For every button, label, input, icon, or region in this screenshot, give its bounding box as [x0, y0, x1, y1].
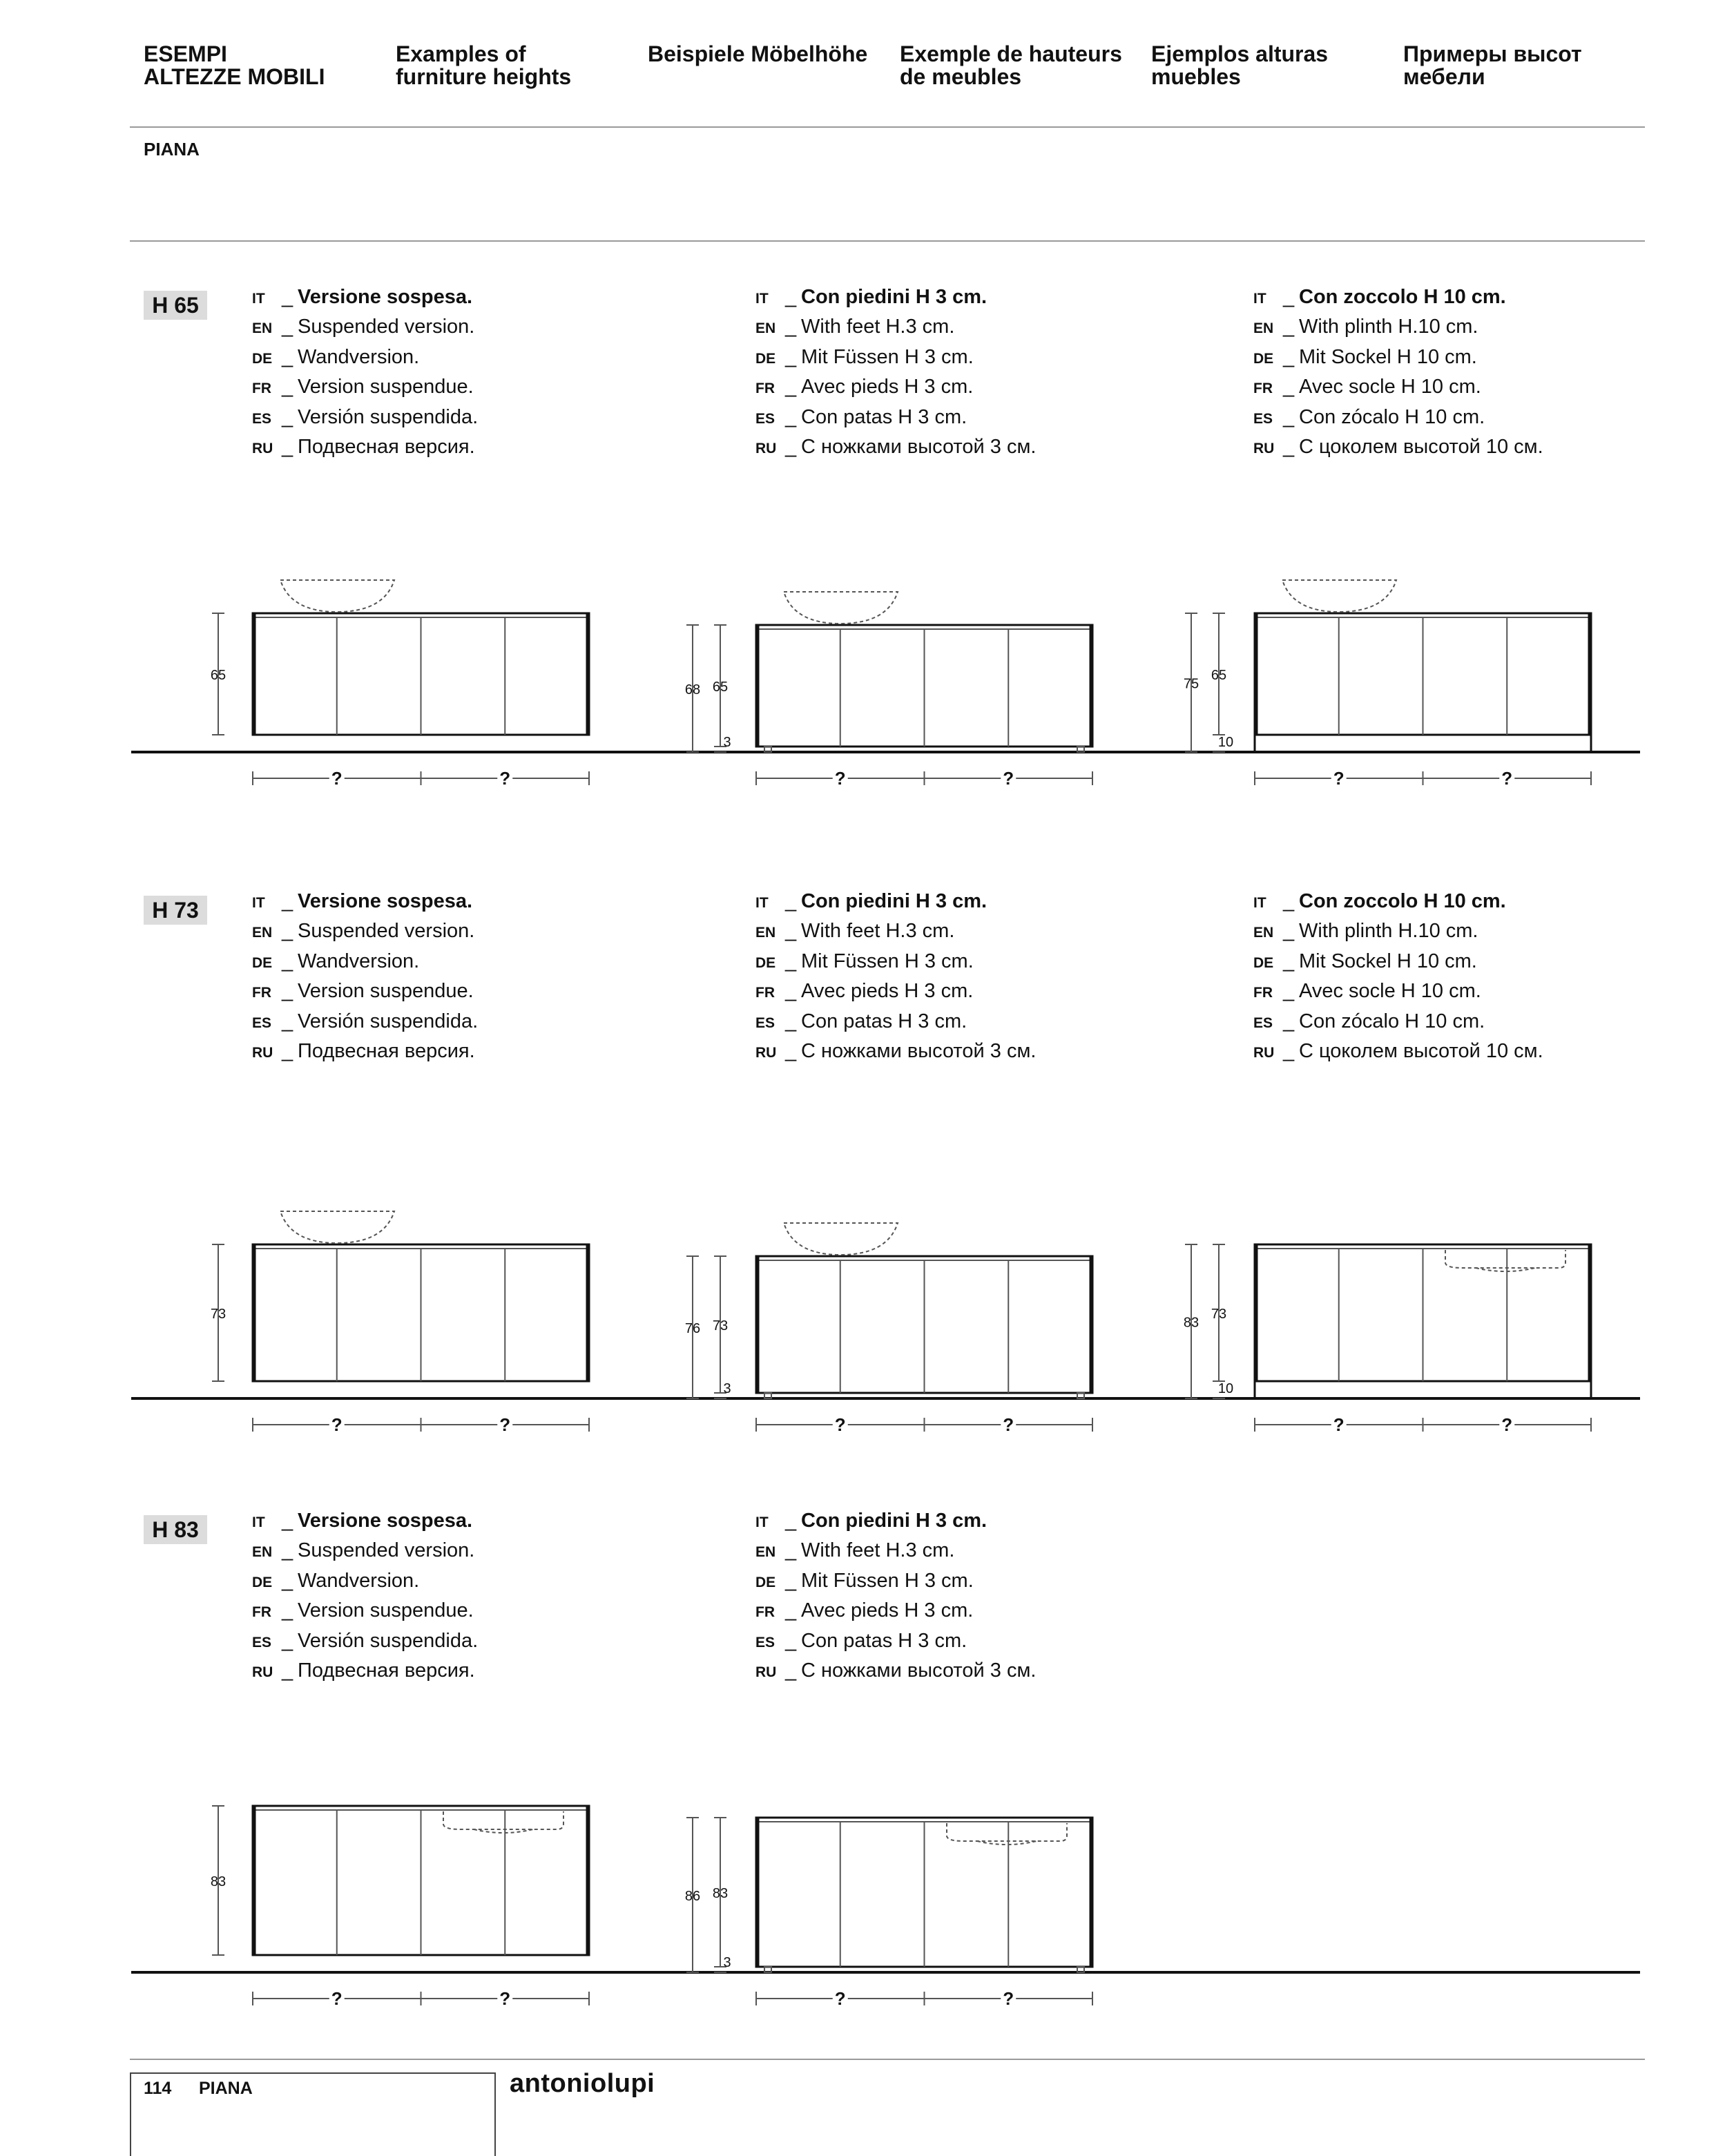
height-badge-83: H 83 — [144, 1515, 207, 1544]
basin-outline — [280, 580, 394, 612]
caption-text: Suspended version. — [298, 920, 475, 943]
caption-text: Avec socle H 10 cm. — [1299, 980, 1481, 1003]
caption-text: Con piedini H 3 cm. — [801, 1510, 987, 1532]
caption-text: With feet H.3 cm. — [801, 1539, 955, 1562]
total-height-label: 83 — [1183, 1315, 1199, 1331]
header-ru: Примеры высот мебели — [1403, 41, 1582, 89]
language-code: RU — [755, 441, 777, 457]
caption-text: Version suspendue. — [298, 1599, 474, 1622]
width-label: ? — [1501, 1414, 1513, 1435]
language-code: FR — [1253, 985, 1273, 1001]
base-height-label: 10 — [1217, 1381, 1234, 1396]
separator: _ — [282, 1659, 293, 1682]
language-code: FR — [252, 985, 271, 1001]
caption-text: С ножками высотой 3 см. — [801, 1040, 1037, 1063]
footer-divider — [130, 2059, 1645, 2060]
caption-text: Versione sospesa. — [298, 890, 473, 912]
body-height-label: 83 — [712, 1886, 729, 1901]
caption-text: Avec pieds H 3 cm. — [801, 1599, 974, 1622]
separator: _ — [1283, 980, 1295, 1003]
total-height-label: 86 — [684, 1889, 701, 1904]
separator: _ — [1283, 1010, 1295, 1032]
caption-text: Mit Füssen H 3 cm. — [801, 345, 974, 368]
separator: _ — [785, 405, 797, 428]
language-code: DE — [252, 350, 273, 367]
base-height-label: 3 — [723, 735, 731, 750]
separator: _ — [282, 1599, 293, 1622]
caption-text: With plinth H.10 cm. — [1299, 316, 1478, 338]
language-code: ES — [252, 1014, 272, 1031]
separator: _ — [785, 1659, 797, 1682]
footer-collection: PIANA — [199, 2079, 253, 2098]
height-badge-65: H 65 — [144, 291, 207, 320]
header-de: Beispiele Möbelhöhe — [648, 41, 868, 66]
separator: _ — [282, 980, 293, 1003]
language-code: ES — [755, 1014, 775, 1031]
basin-outline — [443, 1811, 563, 1829]
width-label: ? — [331, 1414, 343, 1435]
width-label: ? — [834, 768, 846, 789]
language-code: EN — [755, 925, 776, 941]
body-height-label: 65 — [1211, 668, 1227, 683]
language-code: RU — [755, 1664, 777, 1681]
caption-text: Versión suspendida. — [298, 405, 479, 428]
language-code: EN — [252, 1544, 273, 1561]
basin-outline — [947, 1823, 1067, 1841]
header-it: ESEMPI ALTEZZE MOBILI — [144, 41, 325, 89]
separator: _ — [282, 1629, 293, 1652]
caption-text: Avec socle H 10 cm. — [1299, 376, 1481, 398]
separator: _ — [785, 950, 797, 972]
width-label: ? — [834, 1988, 846, 2009]
language-code: EN — [1253, 320, 1274, 337]
separator: _ — [1283, 376, 1295, 398]
language-code: FR — [252, 381, 271, 397]
caption-text: Con zócalo H 10 cm. — [1299, 1010, 1485, 1032]
separator: _ — [1283, 890, 1295, 912]
width-label: ? — [499, 768, 511, 789]
language-code: IT — [252, 291, 265, 307]
separator: _ — [282, 920, 293, 943]
language-code: ES — [252, 410, 272, 427]
language-code: EN — [1253, 925, 1274, 941]
separator: _ — [785, 890, 797, 912]
separator: _ — [1283, 345, 1295, 368]
caption-text: Con zoccolo H 10 cm. — [1299, 890, 1506, 912]
body-height-label: 73 — [712, 1318, 729, 1334]
basin-outline — [784, 1223, 898, 1255]
language-code: FR — [755, 985, 775, 1001]
caption-text: Version suspendue. — [298, 980, 474, 1003]
caption-text: Versione sospesa. — [298, 286, 473, 308]
separator: _ — [785, 316, 797, 338]
language-code: RU — [252, 1045, 273, 1061]
caption-text: С ножками высотой 3 см. — [801, 1659, 1037, 1682]
caption-text: Version suspendue. — [298, 376, 474, 398]
separator: _ — [785, 1569, 797, 1592]
separator: _ — [282, 286, 293, 308]
language-code: EN — [755, 1544, 776, 1561]
separator: _ — [785, 1510, 797, 1532]
caption-text: Suspended version. — [298, 1539, 475, 1562]
basin-outline — [1282, 580, 1396, 612]
separator: _ — [1283, 436, 1295, 459]
width-label: ? — [1003, 1414, 1014, 1435]
height-label: 65 — [210, 668, 227, 683]
separator: _ — [282, 316, 293, 338]
separator: _ — [1283, 950, 1295, 972]
caption-text: Avec pieds H 3 cm. — [801, 376, 974, 398]
separator: _ — [1283, 316, 1295, 338]
caption-text: Wandversion. — [298, 1569, 420, 1592]
language-code: ES — [252, 1634, 272, 1650]
separator: _ — [785, 920, 797, 943]
language-code: DE — [755, 954, 776, 971]
brand-logo: antoniolupi — [510, 2069, 655, 2098]
separator: _ — [282, 890, 293, 912]
caption-text: Versione sospesa. — [298, 1510, 473, 1532]
language-code: RU — [755, 1045, 777, 1061]
height-label: 73 — [210, 1307, 227, 1322]
header-es: Ejemplos alturas muebles — [1151, 41, 1329, 89]
separator: _ — [1283, 286, 1295, 308]
separator: _ — [785, 436, 797, 459]
language-code: FR — [755, 381, 775, 397]
caption-text: Con piedini H 3 cm. — [801, 286, 987, 308]
separator: _ — [282, 1040, 293, 1063]
caption-text: Con patas H 3 cm. — [801, 1010, 967, 1032]
separator: _ — [1283, 405, 1295, 428]
language-code: IT — [252, 895, 265, 911]
caption-text: Avec pieds H 3 cm. — [801, 980, 974, 1003]
page-number: 114 — [144, 2079, 172, 2098]
caption-text: Подвесная версия. — [298, 1040, 475, 1063]
width-label: ? — [1333, 1414, 1345, 1435]
width-label: ? — [331, 1988, 343, 2009]
caption-text: Con patas H 3 cm. — [801, 1629, 967, 1652]
header-en: Examples of furniture heights — [396, 41, 572, 89]
language-code: DE — [755, 350, 776, 367]
caption-text: Con patas H 3 cm. — [801, 405, 967, 428]
base-height-label: 10 — [1217, 735, 1234, 750]
separator: _ — [785, 1010, 797, 1032]
height-badge-73: H 73 — [144, 896, 207, 925]
caption-text: Mit Sockel H 10 cm. — [1299, 950, 1477, 972]
language-code: DE — [252, 954, 273, 971]
separator: _ — [785, 376, 797, 398]
caption-text: Versión suspendida. — [298, 1010, 479, 1032]
total-height-label: 68 — [684, 682, 701, 697]
caption-text: С цоколем высотой 10 см. — [1299, 1040, 1543, 1063]
separator: _ — [282, 345, 293, 368]
language-code: EN — [252, 320, 273, 337]
language-code: DE — [755, 1574, 776, 1590]
caption-text: Versión suspendida. — [298, 1629, 479, 1652]
base-height-label: 3 — [723, 1381, 731, 1396]
caption-text: Con zócalo H 10 cm. — [1299, 405, 1485, 428]
caption-text: Wandversion. — [298, 345, 420, 368]
header-fr: Exemple de hauteurs de meubles — [900, 41, 1122, 89]
width-label: ? — [1003, 1988, 1014, 2009]
language-code: IT — [1253, 291, 1266, 307]
width-label: ? — [1003, 768, 1014, 789]
separator: _ — [282, 1510, 293, 1532]
language-code: DE — [252, 1574, 273, 1590]
collection-subtitle: PIANA — [144, 139, 200, 160]
caption-text: Mit Füssen H 3 cm. — [801, 950, 974, 972]
language-code: ES — [1253, 410, 1273, 427]
language-code: FR — [252, 1604, 271, 1621]
separator: _ — [1283, 920, 1295, 943]
width-label: ? — [834, 1414, 846, 1435]
language-code: IT — [252, 1514, 265, 1530]
footer-box — [130, 2072, 496, 2156]
caption-text: Con piedini H 3 cm. — [801, 890, 987, 912]
body-height-label: 73 — [1211, 1307, 1227, 1322]
language-code: RU — [1253, 441, 1275, 457]
language-code: ES — [755, 1634, 775, 1650]
separator: _ — [785, 1629, 797, 1652]
language-code: IT — [1253, 895, 1266, 911]
caption-text: С цоколем высотой 10 см. — [1299, 436, 1543, 459]
separator: _ — [1283, 1040, 1295, 1063]
basin-outline — [784, 592, 898, 624]
language-code: FR — [1253, 381, 1273, 397]
language-code: DE — [1253, 954, 1274, 971]
caption-text: С ножками высотой 3 см. — [801, 436, 1037, 459]
separator: _ — [785, 345, 797, 368]
language-code: RU — [252, 1664, 273, 1681]
caption-text: Suspended version. — [298, 316, 475, 338]
language-code: IT — [755, 1514, 769, 1530]
width-label: ? — [499, 1414, 511, 1435]
separator: _ — [282, 376, 293, 398]
language-code: EN — [252, 925, 273, 941]
separator: _ — [282, 1569, 293, 1592]
separator: _ — [785, 980, 797, 1003]
total-height-label: 75 — [1183, 676, 1199, 692]
base-height-label: 3 — [723, 1955, 731, 1970]
width-label: ? — [1501, 768, 1513, 789]
height-label: 83 — [210, 1874, 227, 1889]
language-code: ES — [755, 410, 775, 427]
separator: _ — [785, 1040, 797, 1063]
caption-text: With feet H.3 cm. — [801, 920, 955, 943]
language-code: IT — [755, 895, 769, 911]
language-code: EN — [755, 320, 776, 337]
caption-text: Mit Füssen H 3 cm. — [801, 1569, 974, 1592]
caption-text: Mit Sockel H 10 cm. — [1299, 345, 1477, 368]
separator: _ — [282, 405, 293, 428]
caption-text: With plinth H.10 cm. — [1299, 920, 1478, 943]
language-code: FR — [755, 1604, 775, 1621]
body-height-label: 65 — [712, 680, 729, 695]
language-code: RU — [252, 441, 273, 457]
caption-text: Подвесная версия. — [298, 1659, 475, 1682]
width-label: ? — [499, 1988, 511, 2009]
separator: _ — [282, 1539, 293, 1562]
separator: _ — [282, 1010, 293, 1032]
caption-text: Wandversion. — [298, 950, 420, 972]
separator: _ — [282, 436, 293, 459]
total-height-label: 76 — [684, 1321, 701, 1336]
basin-outline — [1445, 1250, 1565, 1268]
separator: _ — [785, 1539, 797, 1562]
separator: _ — [282, 950, 293, 972]
caption-text: With feet H.3 cm. — [801, 316, 955, 338]
language-code: IT — [755, 291, 769, 307]
caption-text: Con zoccolo H 10 cm. — [1299, 286, 1506, 308]
width-label: ? — [1333, 768, 1345, 789]
language-code: RU — [1253, 1045, 1275, 1061]
basin-outline — [280, 1211, 394, 1243]
separator: _ — [785, 1599, 797, 1622]
width-label: ? — [331, 768, 343, 789]
language-code: ES — [1253, 1014, 1273, 1031]
language-code: DE — [1253, 350, 1274, 367]
separator: _ — [785, 286, 797, 308]
caption-text: Подвесная версия. — [298, 436, 475, 459]
